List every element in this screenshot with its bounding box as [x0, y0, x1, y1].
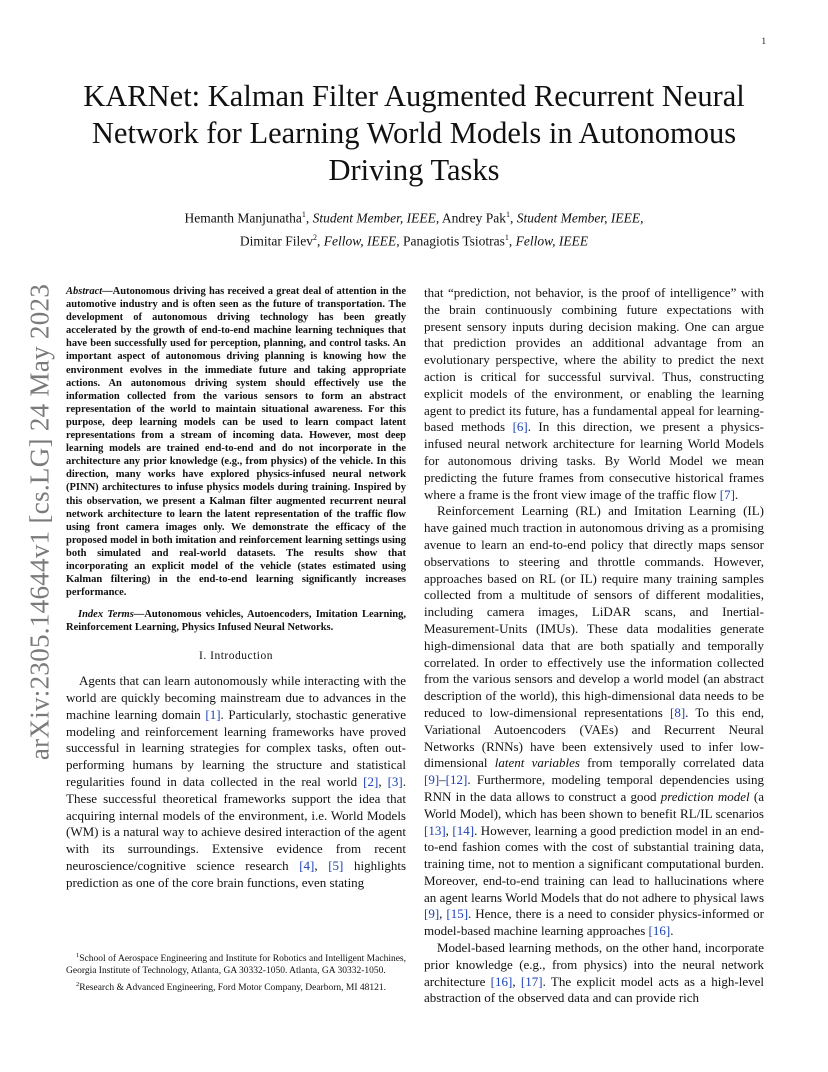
citation-link[interactable]: [14] [452, 822, 475, 838]
body-paragraph [424, 285, 764, 503]
body-text: . These successful theoretical frameworks support the idea that acquiring internal models of the environment, i.e. World Models (WM) is a natural way to achieve desired interaction of the agent with its surroundings. Extensive evidence from recent neuroscience/cognitive science research [66, 774, 407, 873]
author-role: Student Member, IEEE [516, 210, 641, 226]
body-paragraph [424, 940, 764, 1007]
author-role: Fellow, IEEE [323, 233, 397, 248]
citation-link[interactable]: [15] [446, 906, 469, 922]
index-terms-text: —Autonomous vehicles, Autoencoders, Imitation Learning, Reinforcement Learning, Physics Infused Neural Networks. [66, 609, 406, 634]
citation-link[interactable]: [3] [387, 774, 403, 790]
body-text: . However, learning a good prediction model in an end-to-end fashion comes with the cost of substantial training data, training time, not to mention a significant computational burden. Moreover, end-to-end training can lead to hallucinations where an agent learns World Models that do not adhere to physical laws [424, 822, 765, 905]
emphasis-text: latent variables [494, 755, 580, 771]
right-column [424, 285, 764, 1007]
body-text: . Particularly, stochastic generative modeling and reinforcement learning frameworks have proved successful in learning strategies for complex tasks, often out-performing humans by learning the structure and statistical regularities found in data collected in the real world [66, 706, 406, 790]
body-text: , [445, 822, 453, 838]
citation-link[interactable]: [16] [490, 973, 513, 989]
body-text: . The explicit model acts as a high-level abstraction of the observed data and can provide rich [424, 973, 765, 1006]
footnote-text: School of Aerospace Engineering and Institute for Robotics and Intelligent Machines, Georgia Institute of Technology, Atlanta, GA 30332-1050. Atlanta, GA 30332-1050. [66, 954, 406, 976]
index-terms [66, 608, 406, 634]
left-column [66, 285, 406, 892]
body-text: that “prediction, not behavior, is the proof of intelligence” with the brain continuously combining future expectations with present sensory inputs during decision making. One can argue that prediction provides an additional advantage from an evolutionary perspective, where the ability to predict the next action is critical for successful survival. Thus, constructing explicit models of the environment, or enabling the learning agent to predict its future, has a fundamental appeal for learning-based methods [424, 285, 764, 435]
affiliation-mark: 1 [506, 210, 511, 219]
citation-link[interactable]: [7] [719, 486, 735, 502]
affiliation-mark: 1 [301, 210, 306, 219]
abstract-text: —Autonomous driving has received a great deal of attention in the automotive industry and is often seen as the future of transportation. The development of autonomous driving technology has been greatly accelerated by the growth of end-to-end machine learning techniques that have been successfully used for perception, planning, and control tasks. An important aspect of autonomous driving planning is knowing how the environment evolves in the immediate future and taking appropriate actions. An autonomous driving system should effectively use the information collected from the various sensors to form an abstract representation of the world to maintain situational awareness. For this purpose, deep learning models can be used to learn compact latent representations from a stream of incoming data. However, most deep learning models are trained end-to-end and do not incorporate in the architecture any prior knowledge (e.g., from physics) of the vehicle. In this direction, many works have explored physics-infused neural network (PINN) architectures to infuse physics models during training. Inspired by this observation, we present a Kalman filter augmented recurrent neural network architecture to learn the latent representation of the traffic flow using front camera images only. We demonstrate the efficacy of the proposed model in both imitation and reinforcement learning settings using both simulated and real-world datasets. The results show that incorporating an explicit model of the vehicle (states estimated using Kalman filtering) in the end-to-end learning significantly increases performance. [66, 286, 406, 599]
body-text: Agents that can learn autonomously while interacting with the world are quickly becoming mainstream due to advances in the machine learning domain [66, 673, 406, 722]
body-text: . [734, 486, 739, 502]
body-text: Model-based learning methods, on the other hand, incorporate prior knowledge (e.g., from physics) into the neural network architecture [424, 940, 764, 989]
footnotes [66, 950, 406, 997]
author-name: Dimitar Filev [239, 233, 313, 248]
abstract-label: Abstract [66, 286, 103, 297]
author-role: Fellow, IEEE [515, 233, 589, 248]
citation-link[interactable]: [12] [445, 772, 468, 788]
page-number: 1 [761, 36, 766, 46]
emphasis-text: prediction model [660, 788, 750, 804]
author-name: Andrey Pak [441, 210, 507, 226]
body-text: . Furthermore, modeling temporal dependencies using RNN in the data allows to construct a good [424, 772, 764, 804]
footnote-text: Research & Advanced Engineering, Ford Motor Company, Dearborn, MI 48121. [79, 983, 386, 994]
arxiv-identifier: arXiv:2305.14644v1 [cs.LG] 24 May 2023 [24, 283, 55, 761]
body-text: , [314, 858, 329, 873]
citation-link[interactable]: [5] [328, 858, 344, 873]
index-terms-label: Index Terms [78, 609, 134, 621]
body-text: highlights prediction as one of the core brain functions, even stating [66, 858, 406, 890]
body-text: , [378, 774, 388, 790]
paper-title: KARNet: Kalman Filter Augmented Recurrent Neural Network for Learning World Models in Autonomous Driving Tasks [83, 79, 745, 187]
author-list: Hemanth Manjunatha$^1$, Student Member, IEEE, Andrey Pak$^1$, Student Member, IEEE, Dimitar Filev$^2$, Fellow, IEEE, Panagiotis Tsiotras$^1$, Fellow, IEEE [184, 210, 644, 248]
citation-link[interactable]: [16] [648, 923, 671, 939]
abstract [66, 285, 406, 599]
citation-link[interactable]: [9] [424, 906, 440, 922]
body-text: . In this direction, we present a physics-infused neural network architecture for learning World Models for autonomous driving tasks. By World Model we mean predicting the future frames from consecutive historical frames where a frame is the front view image of the traffic flow [424, 419, 764, 502]
citation-link[interactable]: [1] [205, 706, 221, 722]
citation-link[interactable]: [8] [669, 704, 686, 720]
body-text: . To this end, Variational Autoencoders (VAEs) and Recurrent Neural Networks (RNNs) have been extensively used to infer low-dimensional [424, 704, 764, 771]
citation-link[interactable]: [9] [424, 772, 440, 788]
body-text: , [439, 906, 447, 922]
body-paragraph [424, 503, 764, 940]
body-text: . [670, 923, 674, 939]
body-text: (a World Model), which has been shown to benefit RL/IL scenarios [424, 788, 764, 821]
affiliation-mark: 1 [504, 232, 509, 242]
author-name: Panagiotis Tsiotras [402, 233, 505, 248]
body-text: , [512, 973, 521, 989]
body-text: from temporally correlated data [579, 755, 765, 771]
author-name: Hemanth Manjunatha [184, 210, 302, 226]
author-role: Student Member, IEEE [312, 210, 436, 226]
footnote-affiliation-2 [66, 979, 406, 995]
footnote-mark: 2 [76, 981, 80, 989]
citation-link[interactable]: [4] [299, 858, 315, 873]
section-heading-introduction: I. Introduction [199, 650, 273, 663]
body-text: Reinforcement Learning (RL) and Imitation Learning (IL) have gained much traction in autonomous driving as a promising avenue to learn an end-to-end policy that directly maps sensor observations to steering and throttle commands. However, approaches based on RL (or IL) require many training samples collected from a multitude of sensors of different modalities, including camera images, LiDAR scans, and Inertial-Measurement-Units (IMUs). These data modalities generate high-dimensional data that are both spatially and temporally correlated. In order to effectively use the information collected from the various sensors and develop a world model (an abstract description of the world), this high-dimensional data needs to be reduced to low-dimensional representations [424, 503, 764, 720]
citation-link[interactable]: [13] [424, 822, 446, 838]
footnote-affiliation-1 [66, 950, 406, 977]
body-text: . Hence, there is a need to consider physics-informed or model-based machine learning approaches [424, 906, 765, 939]
affiliation-mark: 2 [312, 232, 317, 242]
intro-paragraph [66, 673, 406, 891]
citation-link[interactable]: [17] [520, 973, 543, 989]
body-text: – [439, 772, 446, 788]
footnote-mark: 1 [76, 952, 80, 959]
citation-link[interactable]: [2] [363, 774, 379, 790]
citation-link[interactable]: [6] [512, 419, 528, 435]
